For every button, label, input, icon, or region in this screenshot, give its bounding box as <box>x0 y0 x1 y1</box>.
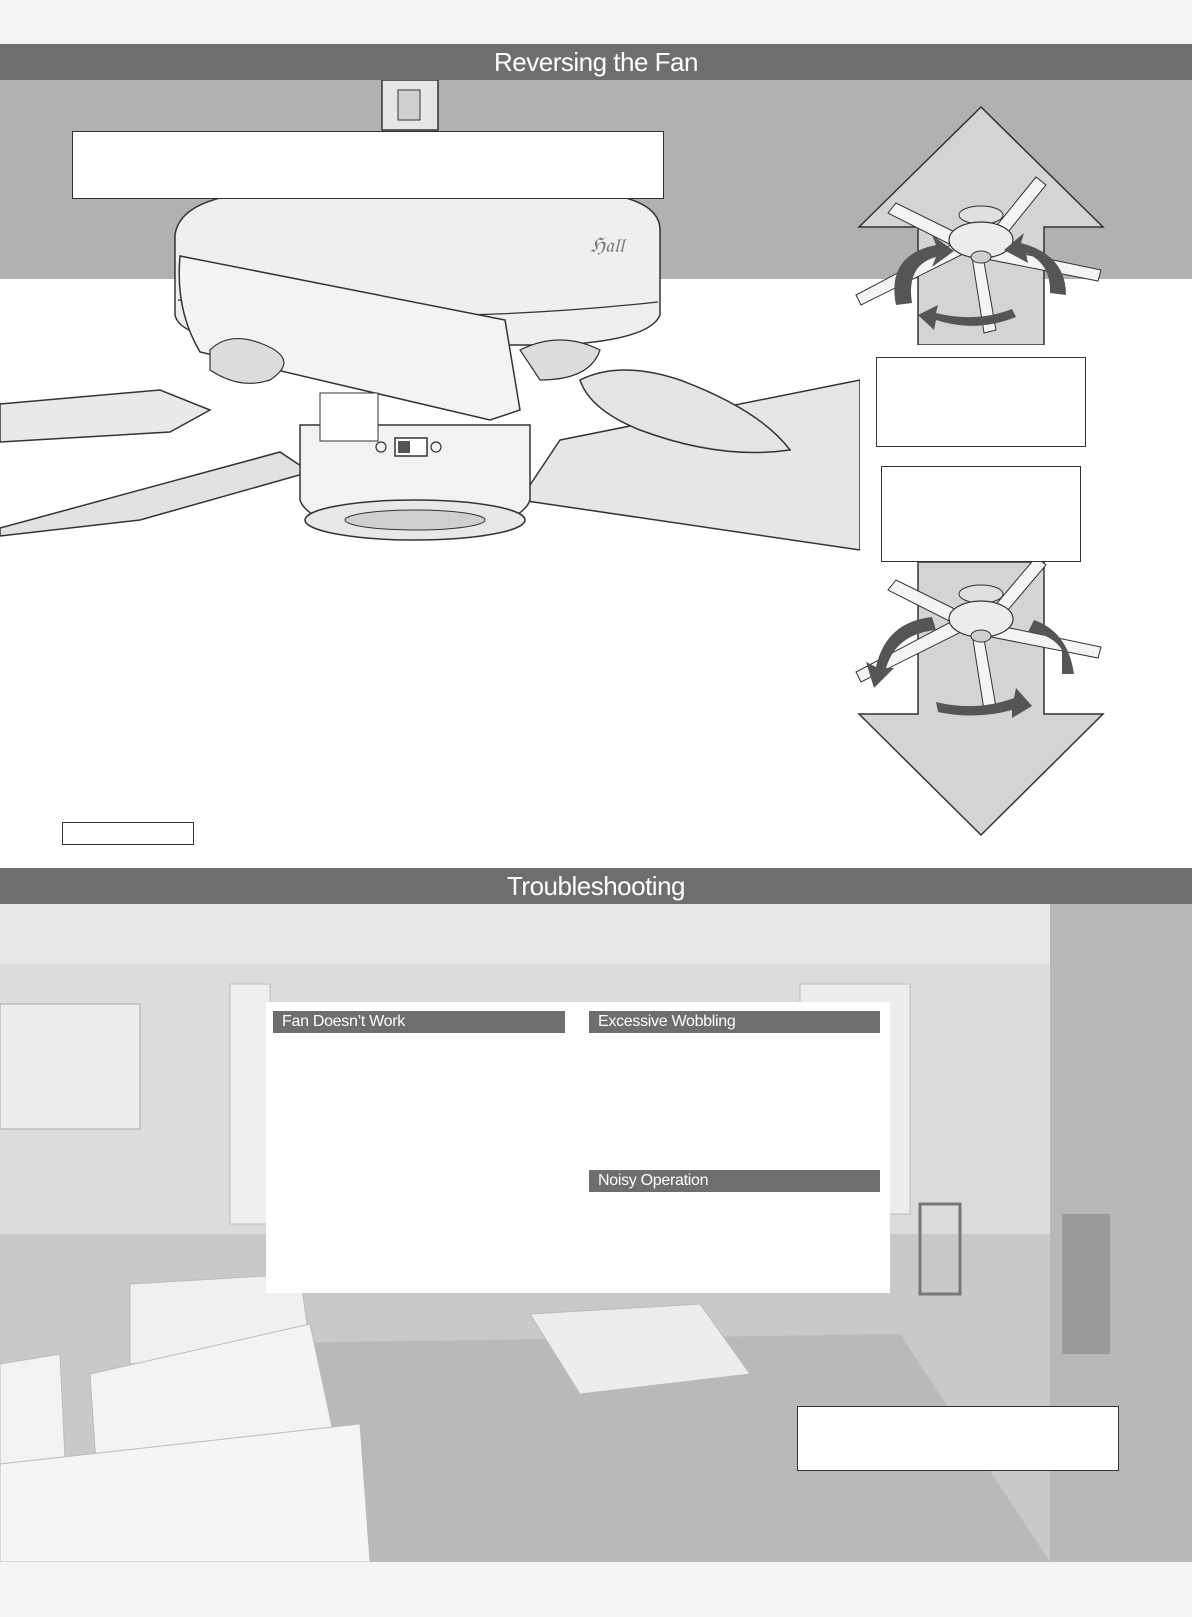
note-box <box>797 1406 1119 1471</box>
upward-airflow-arrow <box>836 105 1126 345</box>
troubleshooting-table <box>266 1002 890 1293</box>
excessive-wobbling-heading: Excessive Wobbling <box>589 1011 880 1033</box>
reversing-section-title: Reversing the Fan <box>0 44 1192 80</box>
downward-airflow-arrow <box>836 562 1126 837</box>
page-footer <box>0 1562 1192 1617</box>
summer-mode-box <box>876 357 1086 447</box>
troubleshooting-section-title: Troubleshooting <box>0 868 1192 904</box>
caption-box <box>62 822 194 845</box>
reversing-instruction-box <box>72 131 664 199</box>
noisy-operation-heading: Noisy Operation <box>589 1170 880 1192</box>
winter-mode-box <box>881 466 1081 562</box>
svg-text:ℌ𝔞𝔩𝔩: ℌ𝔞𝔩𝔩 <box>590 233 625 257</box>
fan-doesnt-work-heading: Fan Doesn’t Work <box>273 1011 565 1033</box>
